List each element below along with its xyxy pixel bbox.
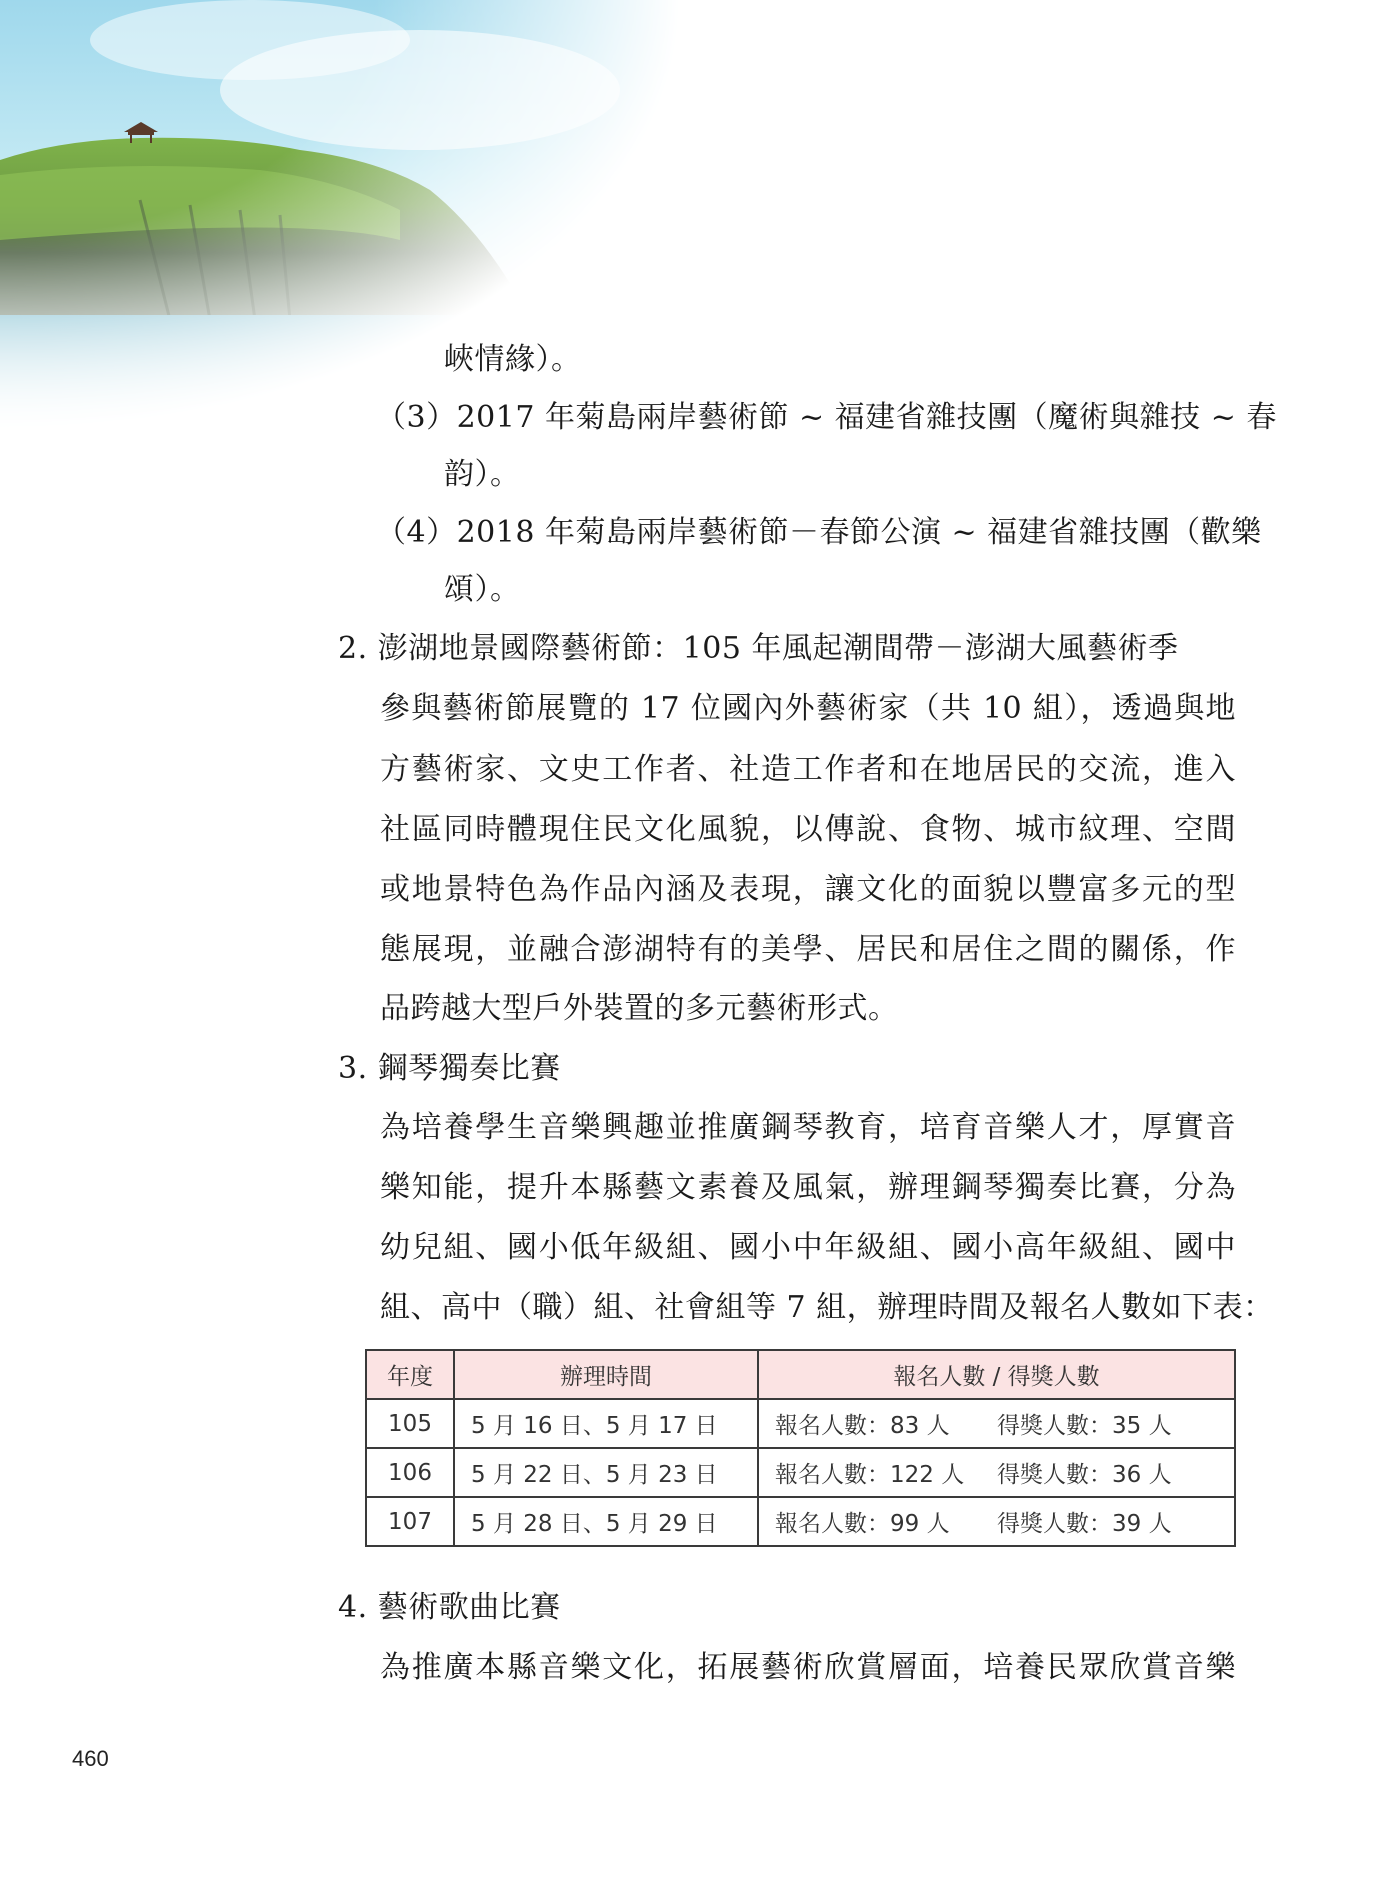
- cell-date: 5 月 22 日、5 月 23 日: [454, 1448, 758, 1497]
- paragraph-line: 為推廣本縣音樂文化，拓展藝術欣賞層面，培養民眾欣賞音樂: [380, 1650, 1236, 1685]
- list-item-4: （4）2018 年菊島兩岸藝術節－春節公演 ~ 福建省雜技團（歡樂: [376, 515, 1262, 550]
- col-header-date: 辦理時間: [454, 1350, 758, 1399]
- table-row: [366, 1497, 1235, 1546]
- section-heading-3: 3. 鋼琴獨奏比賽: [338, 1051, 561, 1086]
- text-line: 峽情緣）。: [444, 342, 582, 377]
- cell-year: 107: [366, 1497, 454, 1546]
- paragraph-line: 態展現，並融合澎湖特有的美學、居民和居住之間的關係，作: [380, 932, 1236, 967]
- cell-year: 105: [366, 1399, 454, 1448]
- paragraph-line: 幼兒組、國小低年級組、國小中年級組、國小高年級組、國中: [380, 1230, 1236, 1265]
- list-item-3: （3）2017 年菊島兩岸藝術節 ~ 福建省雜技團（魔術與雜技 ~ 春: [376, 400, 1277, 435]
- section-heading-4: 4. 藝術歌曲比賽: [338, 1590, 561, 1625]
- paragraph-line: 或地景特色為作品內涵及表現，讓文化的面貌以豐富多元的型: [380, 872, 1236, 907]
- registered-count: 報名人數：83 人: [775, 1413, 950, 1439]
- awarded-count: 得獎人數：39 人: [997, 1511, 1172, 1537]
- text-line: 頌）。: [444, 572, 521, 607]
- cell-count: [758, 1448, 1235, 1497]
- paragraph-line: 樂知能，提升本縣藝文素養及風氣，辦理鋼琴獨奏比賽，分為: [380, 1170, 1236, 1205]
- cell-year: 106: [366, 1448, 454, 1497]
- cell-count: [758, 1497, 1235, 1546]
- paragraph-line: 為培養學生音樂興趣並推廣鋼琴教育，培育音樂人才，厚實音: [380, 1110, 1236, 1145]
- awarded-count: 得獎人數：35 人: [997, 1413, 1172, 1439]
- cell-date: 5 月 16 日、5 月 17 日: [454, 1399, 758, 1448]
- paragraph-line: 方藝術家、文史工作者、社造工作者和在地居民的交流，進入: [380, 752, 1236, 787]
- table-row: [366, 1399, 1235, 1448]
- paragraph-line: 社區同時體現住民文化風貌，以傳說、食物、城市紋理、空間: [380, 812, 1236, 847]
- col-header-count: 報名人數 / 得獎人數: [758, 1350, 1235, 1399]
- paragraph-line: 參與藝術節展覽的 17 位國內外藝術家（共 10 組），透過與地: [380, 691, 1236, 726]
- text-line: 韵）。: [444, 457, 521, 492]
- page-number: 460: [72, 1746, 109, 1771]
- cell-count: [758, 1399, 1235, 1448]
- section-heading-2: 2. 澎湖地景國際藝術節：105 年風起潮間帶－澎湖大風藝術季: [338, 631, 1179, 666]
- registered-count: 報名人數：99 人: [775, 1511, 950, 1537]
- col-header-year: 年度: [366, 1350, 454, 1399]
- table-header-row: [366, 1350, 1235, 1399]
- registered-count: 報名人數：122 人: [775, 1462, 965, 1488]
- cell-date: 5 月 28 日、5 月 29 日: [454, 1497, 758, 1546]
- awarded-count: 得獎人數：36 人: [997, 1462, 1172, 1488]
- paragraph-line: 品跨越大型戶外裝置的多元藝術形式。: [380, 991, 899, 1026]
- piano-competition-table: [365, 1349, 1236, 1547]
- table-row: [366, 1448, 1235, 1497]
- paragraph-line: 組、高中（職）組、社會組等 7 組，辦理時間及報名人數如下表：: [380, 1290, 1274, 1325]
